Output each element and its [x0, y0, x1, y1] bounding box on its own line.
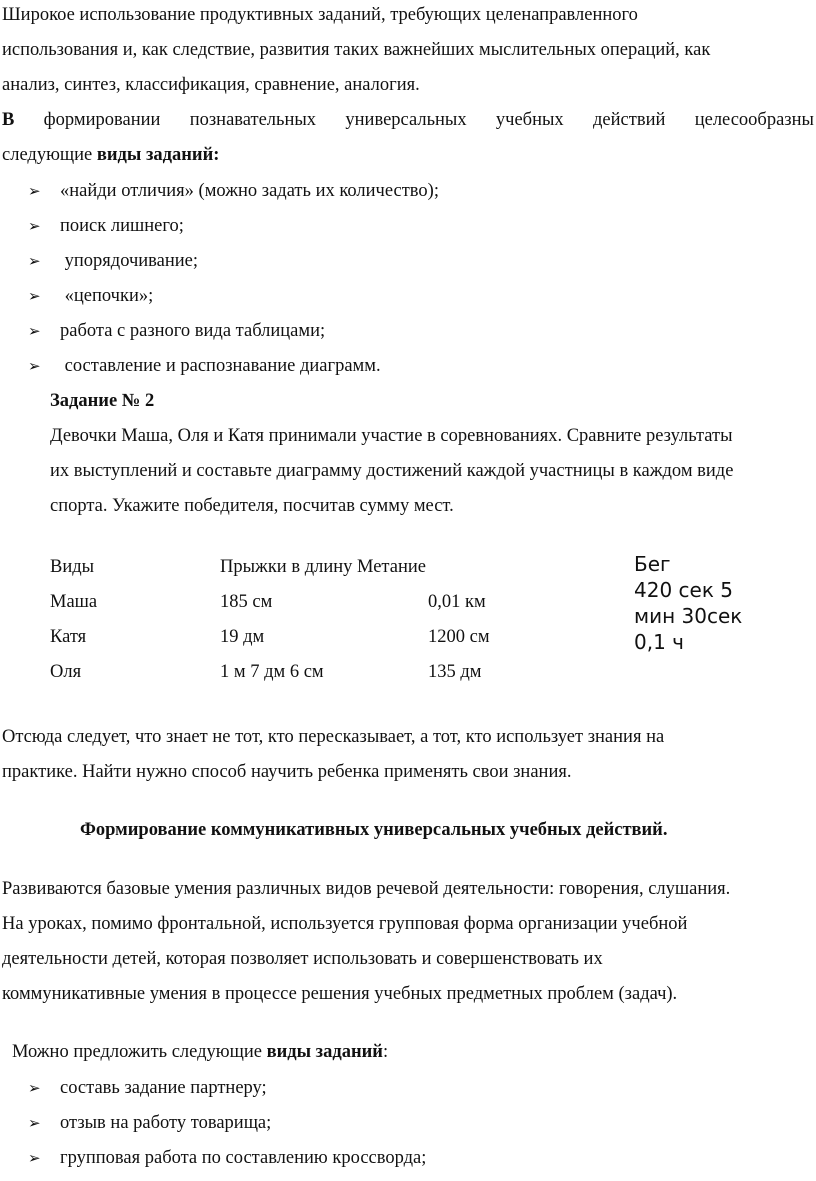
list-item-text: отзыв на работу товарища;: [60, 1113, 272, 1133]
table-cell-jump: 1 м 7 дм 6 см: [220, 662, 324, 682]
table-cell-name: Оля: [50, 662, 82, 682]
list-item-text: составь задание партнеру;: [60, 1078, 267, 1098]
run-value: 0,1 ч: [634, 630, 684, 654]
cognitive-word-7: целесообразны: [694, 110, 814, 130]
run-value: мин 30сек: [634, 604, 743, 628]
arrow-bullet-icon: ➢: [28, 1079, 41, 1097]
table-cell-jump: 185 см: [220, 592, 273, 612]
cognitive-list-item: [28, 284, 153, 308]
communicative-line-4: коммуникативные умения в процессе решения учебных предметных проблем (задач).: [2, 984, 678, 1004]
arrow-bullet-icon: ➢: [28, 1114, 41, 1132]
table-cell-name: Маша: [50, 592, 98, 612]
intro-line-1: Широкое использование продуктивных заданий, требующих целенаправленного: [2, 5, 638, 25]
arrow-bullet-icon: ➢: [28, 322, 41, 340]
run-value: 420 сек 5: [634, 578, 733, 602]
cognitive-list-item: [28, 319, 325, 343]
cognitive-list-item: [28, 354, 381, 378]
table-cell-throw: 135 дм: [428, 662, 482, 682]
cognitive-list-item: [28, 249, 198, 273]
intro-text: Можно предложить следующие: [12, 1042, 267, 1062]
intro-bold: виды заданий: [266, 1042, 383, 1062]
arrow-bullet-icon: ➢: [28, 252, 41, 270]
table-header-kinds: Виды: [50, 557, 95, 577]
table-cell-name: Катя: [50, 627, 87, 647]
task-line-3: спорта. Укажите победителя, посчитав сумму мест.: [50, 496, 454, 516]
table-run-column: [634, 551, 742, 655]
cognitive-line-2-text: следующие: [2, 145, 97, 165]
communicative-list-item: [28, 1076, 267, 1100]
communicative-line-1: Развиваются базовые умения различных видов речевой деятельности: говорения, слушания.: [2, 879, 731, 899]
task-title: Задание № 2: [50, 391, 155, 411]
communicative-list-item: [28, 1146, 426, 1170]
list-item-text: упорядочивание;: [60, 251, 199, 271]
cognitive-line-2-bold: виды заданий:: [96, 145, 220, 165]
conclusion-line-2: практике. Найти нужно способ научить ребенка применять свои знания.: [2, 762, 572, 782]
list-item-text: «цепочки»;: [60, 286, 154, 306]
run-header: Бег: [634, 552, 671, 576]
arrow-bullet-icon: ➢: [28, 357, 41, 375]
communicative-line-3: деятельности детей, которая позволяет использовать и совершенствовать их: [2, 949, 603, 969]
section-heading: Формирование коммуникативных универсальных учебных действий.: [80, 820, 668, 840]
communicative-line-2: На уроках, помимо фронтальной, используется групповая форма организации учебной: [2, 914, 688, 934]
cognitive-word-1: В: [2, 110, 15, 130]
intro-line-3: анализ, синтез, классификация, сравнение, аналогия.: [2, 75, 420, 95]
cognitive-line-1: [2, 108, 814, 132]
cognitive-word-5: учебных: [495, 110, 564, 130]
conclusion-line-1: Отсюда следует, что знает не тот, кто пересказывает, а тот, кто использует знания на: [2, 727, 665, 747]
cognitive-word-2: формировании: [43, 110, 161, 130]
table-cell-throw: 0,01 км: [428, 592, 486, 612]
cognitive-line-2: [2, 143, 219, 167]
table-header-events: Прыжки в длину Метание: [220, 557, 426, 577]
intro-suffix: :: [382, 1042, 389, 1062]
cognitive-list-item: [28, 179, 439, 203]
list-item-text: поиск лишнего;: [60, 216, 184, 236]
communicative-tasks-intro: [12, 1040, 388, 1064]
task-line-2: их выступлений и составьте диаграмму достижений каждой участницы в каждом виде: [50, 461, 734, 481]
arrow-bullet-icon: ➢: [28, 287, 41, 305]
table-cell-jump: 19 дм: [220, 627, 265, 647]
list-item-text: «найди отличия» (можно задать их количество);: [60, 181, 439, 201]
arrow-bullet-icon: ➢: [28, 182, 41, 200]
table-cell-throw: 1200 см: [428, 627, 490, 647]
list-item-text: работа с разного вида таблицами;: [60, 321, 326, 341]
cognitive-list-item: [28, 214, 184, 238]
cognitive-word-6: действий: [593, 110, 666, 130]
intro-line-2: использования и, как следствие, развития таких важнейших мыслительных операций, как: [2, 40, 711, 60]
arrow-bullet-icon: ➢: [28, 217, 41, 235]
list-item-text: составление и распознавание диаграмм.: [60, 356, 381, 376]
cognitive-word-3: познавательных: [189, 110, 317, 130]
task-line-1: Девочки Маша, Оля и Катя принимали участие в соревнованиях. Сравните результаты: [50, 426, 733, 446]
cognitive-word-4: универсальных: [345, 110, 467, 130]
communicative-list-item: [28, 1111, 271, 1135]
arrow-bullet-icon: ➢: [28, 1149, 41, 1167]
list-item-text: групповая работа по составлению кроссворда;: [60, 1148, 427, 1168]
